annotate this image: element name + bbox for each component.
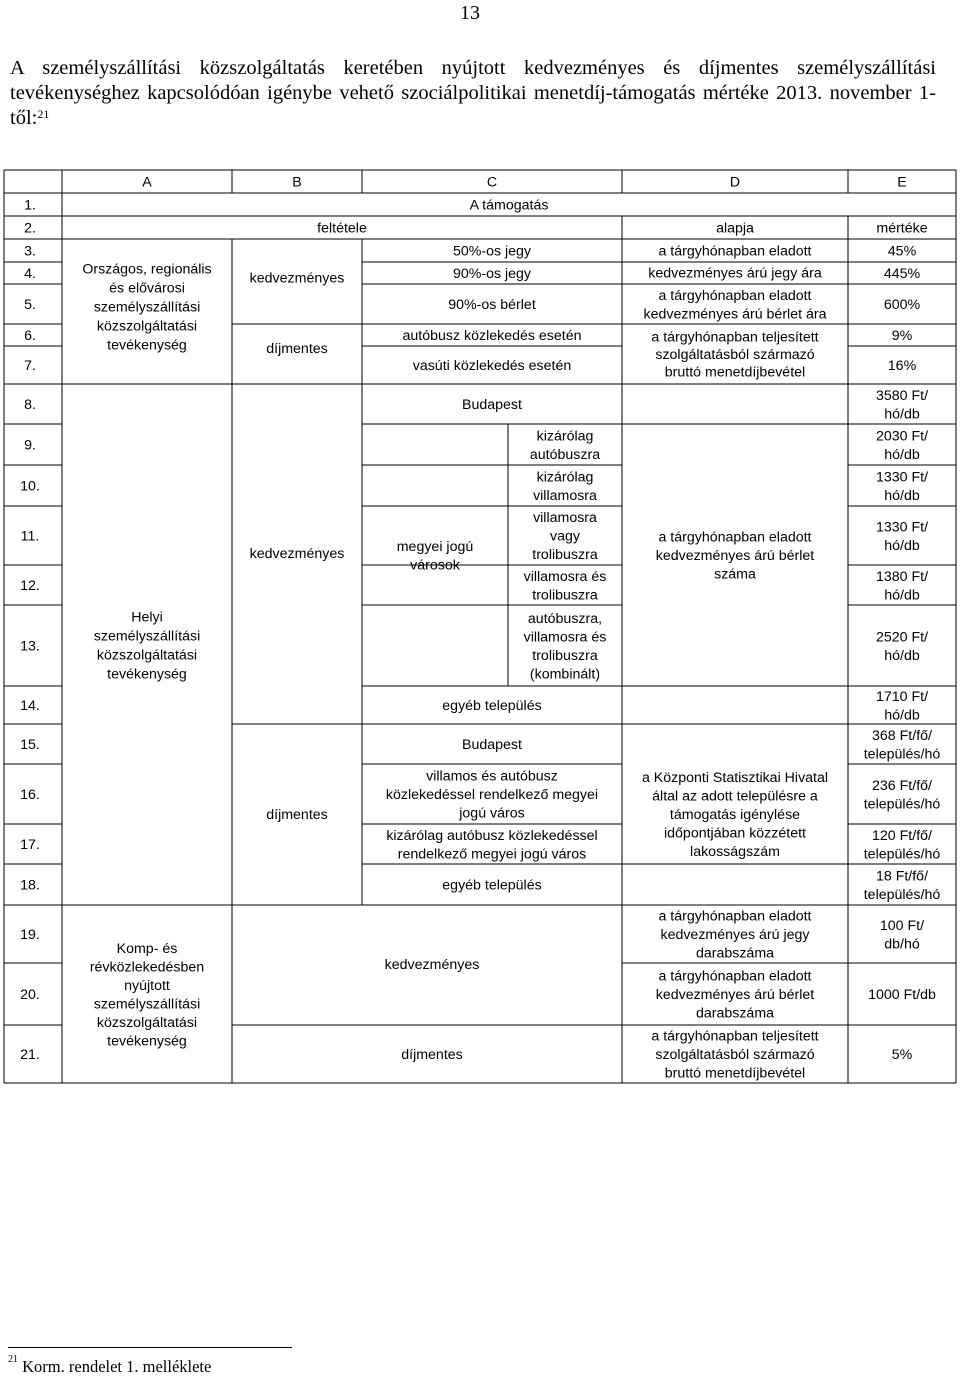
activity-local	[94, 610, 200, 683]
header-amount-line: mértéke	[876, 220, 928, 237]
support-amount-line: település/hó	[863, 796, 941, 813]
basis-ticket-count-line: kedvezményes árú jegy	[660, 927, 810, 943]
location-tram-bus-towns-line: közlekedéssel rendelkező megyei	[385, 787, 599, 803]
basis-population-line: a Központi Statisztikai Hivatal	[641, 770, 829, 786]
basis-pass-price-line: kedvezményes árú bérlet ára	[643, 306, 827, 323]
basis-pass-count-line: darabszáma	[695, 1005, 775, 1022]
location-budapest-line: Budapest	[462, 397, 522, 413]
footnote-reference[interactable]: 21	[37, 107, 50, 121]
basis-revenue-line: a tárgyhónapban teljesített	[651, 1028, 819, 1045]
location-county-towns	[397, 539, 474, 574]
support-condition	[453, 266, 532, 282]
support-amount-line: 5%	[891, 1047, 913, 1063]
row-number-line: 1.	[24, 197, 36, 214]
activity-national-line: tevékenység	[107, 337, 187, 354]
support-amount-line: hó/db	[884, 707, 920, 724]
discount-type-free-line: díjmentes	[266, 807, 328, 823]
header-amount	[876, 221, 927, 237]
column-letter-a	[142, 175, 152, 191]
basis-revenue-line: szolgáltatásból származó	[655, 1047, 815, 1063]
row-number-line: 20.	[20, 987, 40, 1003]
row-number	[24, 397, 36, 413]
row-number-line: 3.	[24, 243, 36, 260]
support-amount	[864, 728, 941, 763]
discount-type-discounted-line: kedvezményes	[384, 957, 480, 973]
support-amount	[888, 358, 917, 374]
support-amount-line: 600%	[883, 297, 921, 313]
column-letter-c	[487, 175, 497, 191]
support-amount-line: 1330 Ft/	[875, 469, 929, 486]
support-amount-line: 368 Ft/fő/	[872, 727, 932, 744]
location-county-towns-line: megyei jogú	[396, 538, 474, 555]
basis-revenue	[651, 330, 818, 381]
discount-type-free-line: díjmentes	[401, 1047, 463, 1063]
row-number	[20, 927, 40, 943]
support-amount	[876, 519, 928, 554]
basis-pass-count-line: a tárgyhónapban eladott	[658, 968, 812, 985]
column-letter-a-line: A	[142, 174, 152, 191]
activity-national	[82, 262, 211, 354]
vehicle-type	[530, 428, 600, 463]
vehicle-type-line: villamosra	[533, 510, 597, 526]
support-amount	[876, 469, 928, 504]
row-number	[20, 698, 40, 714]
vehicle-type-line: villamosra és	[523, 629, 607, 646]
vehicle-type-line: autóbuszra,	[527, 610, 603, 627]
row-number	[24, 328, 36, 344]
row-number	[20, 987, 40, 1003]
activity-national-line: és elővárosi	[109, 280, 185, 297]
basis-population-line: lakosságszám	[690, 844, 780, 860]
row-number	[21, 529, 40, 545]
column-letter-d	[730, 175, 740, 191]
support-amount	[876, 569, 928, 604]
basis-population-line: támogatás igénylése	[669, 807, 801, 823]
basis-pass-count-line: kedvezményes árú bérlet	[655, 987, 815, 1003]
activity-ferry-line: személyszállítási	[93, 996, 201, 1013]
header-basis-line: alapja	[716, 220, 754, 237]
row-number	[20, 837, 40, 853]
header-condition	[317, 221, 367, 237]
location-budapest	[462, 737, 522, 753]
location-other	[442, 698, 541, 714]
footnote-text: Korm. rendelet 1. melléklete	[22, 1357, 212, 1376]
location-tram-bus-towns	[386, 769, 598, 822]
discount-type-discounted-line: kedvezményes	[249, 270, 345, 287]
vehicle-type	[524, 611, 607, 683]
activity-local-line: közszolgáltatási	[96, 647, 198, 664]
row-number	[24, 358, 36, 374]
column-letter-b-line: B	[292, 174, 302, 191]
support-amount	[864, 868, 941, 903]
row-number-line: 14.	[20, 698, 40, 714]
footnote	[8, 1354, 212, 1377]
support-amount-line: 3580 Ft/	[875, 387, 929, 404]
vehicle-type-line: (kombinált)	[529, 666, 601, 683]
row-number	[24, 244, 36, 260]
support-amount	[880, 918, 924, 953]
row-number	[20, 878, 40, 894]
activity-ferry-line: közszolgáltatási	[96, 1014, 198, 1031]
support-condition-line: 90%-os bérlet	[448, 297, 536, 313]
activity-ferry-line: tevékenység	[107, 1033, 187, 1050]
vehicle-type-line: kizárólag	[536, 428, 594, 445]
row-number-line: 12.	[20, 578, 40, 594]
support-amount-line: hó/db	[884, 647, 920, 664]
basis-pass-count	[656, 969, 815, 1022]
activity-ferry	[90, 941, 204, 1050]
row-number-line: 11.	[20, 528, 40, 545]
support-condition-line: vasúti közlekedés esetén	[412, 358, 572, 374]
row-number-line: 13.	[20, 638, 40, 655]
basis-revenue-line: bruttó menetdíjbevétel	[664, 364, 806, 381]
header-support-line: A támogatás	[469, 197, 549, 214]
row-number-line: 19.	[20, 927, 40, 943]
basis-population	[642, 770, 828, 860]
location-budapest	[462, 397, 522, 413]
column-letter-b	[292, 175, 301, 191]
discount-type-free-line: díjmentes	[266, 341, 328, 357]
support-condition	[453, 244, 532, 260]
row-number-line: 6.	[24, 328, 36, 344]
activity-national-line: személyszállítási	[93, 299, 201, 316]
location-other	[442, 878, 541, 894]
row-number-line: 15.	[20, 737, 40, 753]
row-number	[24, 221, 36, 237]
support-amount-line: 16%	[887, 358, 917, 374]
column-letter-e	[897, 175, 906, 191]
basis-revenue	[651, 1029, 818, 1082]
vehicle-type	[532, 510, 598, 563]
support-amount-line: település/hó	[863, 746, 941, 763]
basis-ticket-price-line: kedvezményes árú jegy ára	[648, 265, 822, 282]
row-number-line: 4.	[24, 266, 36, 282]
activity-national-line: közszolgáltatási	[96, 318, 198, 335]
location-budapest-line: Budapest	[462, 737, 522, 753]
row-number-line: 8.	[24, 397, 36, 413]
row-number-line: 10.	[20, 478, 40, 495]
location-bus-only-towns-line: kizárólag autóbusz közlekedéssel	[386, 827, 598, 844]
support-amount-line: 45%	[887, 243, 917, 260]
row-number	[24, 297, 36, 313]
location-other-line: egyéb település	[442, 877, 542, 894]
row-number-line: 7.	[24, 358, 36, 374]
support-amount-line: település/hó	[863, 886, 941, 903]
vehicle-type	[533, 469, 597, 504]
support-amount-line: település/hó	[863, 846, 941, 863]
row-number-line: 17.	[20, 837, 40, 853]
header-support	[470, 198, 549, 214]
support-condition-line: 90%-os jegy	[452, 266, 532, 282]
basis-pass-count-line: száma	[714, 566, 756, 583]
basis-pass-price-line: a tárgyhónapban eladott	[658, 287, 812, 304]
support-amount-line: 1380 Ft/	[875, 568, 929, 585]
support-amount	[864, 828, 941, 863]
vehicle-type-line: vagy	[550, 528, 580, 545]
location-bus-only-towns	[386, 828, 597, 863]
support-amount	[892, 328, 913, 344]
support-amount-line: 9%	[891, 328, 913, 344]
discount-type-discounted	[250, 271, 345, 287]
basis-population-line: időpontjában közzétett	[664, 825, 806, 842]
vehicle-type-line: trolibuszra	[532, 587, 598, 604]
row-number-line: 5.	[24, 297, 36, 313]
location-county-towns-line: városok	[410, 557, 460, 574]
vehicle-type-line: autóbuszra	[529, 446, 601, 463]
support-amount-line: hó/db	[884, 446, 920, 463]
row-number	[24, 198, 36, 214]
footnote-number: 21	[8, 1354, 18, 1365]
basis-ticket-count-line: a tárgyhónapban eladott	[658, 908, 812, 925]
activity-local-line: tevékenység	[107, 666, 187, 683]
table-cells	[20, 175, 940, 1082]
support-condition	[448, 297, 536, 313]
discount-type-free	[266, 807, 328, 823]
support-amount	[876, 428, 928, 463]
basis-pass-price	[644, 288, 827, 323]
support-condition	[402, 328, 581, 344]
basis-pass-count	[656, 530, 815, 583]
support-amount-line: hó/db	[884, 487, 920, 504]
support-amount	[892, 1047, 913, 1063]
location-tram-bus-towns-line: jogú város	[459, 805, 525, 822]
support-amount-line: 236 Ft/fő/	[872, 777, 932, 794]
vehicle-type-line: trolibuszra	[532, 647, 598, 664]
support-amount	[864, 778, 941, 813]
vehicle-type-line: kizárólag	[536, 469, 594, 486]
support-amount	[884, 266, 921, 282]
support-amount-line: db/hó	[884, 936, 920, 953]
basis-pass-count-line: kedvezményes árú bérlet	[655, 548, 815, 564]
basis-population-line: által az adott településre a	[652, 788, 818, 805]
support-condition	[413, 358, 572, 374]
row-number-line: 21.	[20, 1047, 40, 1063]
row-number-line: 16.	[20, 787, 40, 803]
basis-ticket-count-line: darabszáma	[695, 945, 775, 962]
page-number: 13	[460, 2, 480, 24]
row-number	[20, 787, 40, 803]
row-number	[20, 639, 40, 655]
header-basis	[716, 221, 754, 237]
row-number	[20, 1047, 40, 1063]
basis-revenue-line: szolgáltatásból származó	[655, 347, 815, 363]
support-amount-line: 1000 Ft/db	[868, 987, 936, 1003]
activity-ferry-line: nyújtott	[124, 977, 170, 994]
support-condition-line: autóbusz közlekedés esetén	[402, 328, 582, 344]
basis-pass-count-line: a tárgyhónapban eladott	[658, 529, 812, 546]
discount-type-discounted	[385, 957, 480, 973]
basis-revenue-line: bruttó menetdíjbevétel	[664, 1065, 806, 1082]
support-amount	[884, 297, 921, 313]
support-amount-line: 2520 Ft/	[875, 629, 929, 646]
vehicle-type	[524, 569, 607, 604]
location-tram-bus-towns-line: villamos és autóbusz	[426, 768, 558, 785]
activity-national-line: Országos, regionális	[82, 261, 212, 278]
support-amount-line: hó/db	[884, 537, 920, 554]
support-amount	[876, 689, 928, 724]
support-amount	[876, 388, 928, 423]
column-letter-d-line: D	[729, 174, 741, 191]
basis-ticket-count	[658, 909, 811, 962]
location-other-line: egyéb település	[442, 698, 542, 714]
intro-text: A személyszállítási közszolgáltatás keretében nyújtott kedvezményes és díjmentes személyszállítási tevékenységhez kapcsolódóan igénybe vehető szociálpolitikai menetdíj-támogatás mértéke 2013. november 1-től:	[10, 57, 936, 129]
support-amount	[888, 244, 917, 260]
row-number	[24, 438, 36, 454]
support-amount-line: 1710 Ft/	[875, 688, 929, 705]
support-amount-line: 18 Ft/fő/	[875, 868, 929, 885]
support-condition-line: 50%-os jegy	[452, 243, 532, 260]
row-number-line: 9.	[24, 437, 36, 454]
footnote-divider	[8, 1347, 292, 1348]
support-amount-line: hó/db	[884, 406, 920, 423]
support-amount-line: 2030 Ft/	[875, 428, 929, 445]
activity-local-line: személyszállítási	[93, 628, 201, 645]
row-number-line: 2.	[24, 220, 36, 237]
support-amount-line: 100 Ft/	[879, 917, 925, 934]
row-number	[20, 578, 40, 594]
row-number	[20, 737, 40, 753]
discount-type-discounted-line: kedvezményes	[249, 546, 345, 562]
support-amount	[868, 987, 936, 1003]
basis-revenue-line: a tárgyhónapban teljesített	[651, 329, 819, 346]
support-amount	[876, 629, 928, 664]
row-number	[24, 266, 36, 282]
column-letter-e-line: E	[897, 174, 907, 191]
row-number	[20, 479, 40, 495]
discount-type-free	[266, 341, 328, 357]
support-amount-line: 120 Ft/fő/	[872, 827, 932, 844]
support-amount-line: 1330 Ft/	[875, 519, 929, 536]
vehicle-type-line: trolibuszra	[532, 547, 598, 563]
activity-ferry-line: révközlekedésben	[89, 959, 205, 976]
activity-ferry-line: Komp- és	[116, 940, 178, 957]
column-letter-c-line: C	[486, 174, 498, 191]
header-condition-line: feltétele	[317, 220, 367, 237]
location-bus-only-towns-line: rendelkező megyei jogú város	[397, 846, 587, 863]
support-amount-line: 445%	[883, 266, 921, 282]
activity-local-line: Helyi	[131, 609, 163, 626]
row-number-line: 18.	[20, 877, 40, 894]
vehicle-type-line: villamosra és	[523, 568, 607, 585]
vehicle-type-line: villamosra	[533, 487, 597, 504]
discount-type-free	[401, 1047, 463, 1063]
basis-ticket-price-line: a tárgyhónapban eladott	[658, 243, 812, 260]
support-amount-line: hó/db	[884, 587, 920, 604]
discount-type-discounted	[250, 546, 345, 562]
